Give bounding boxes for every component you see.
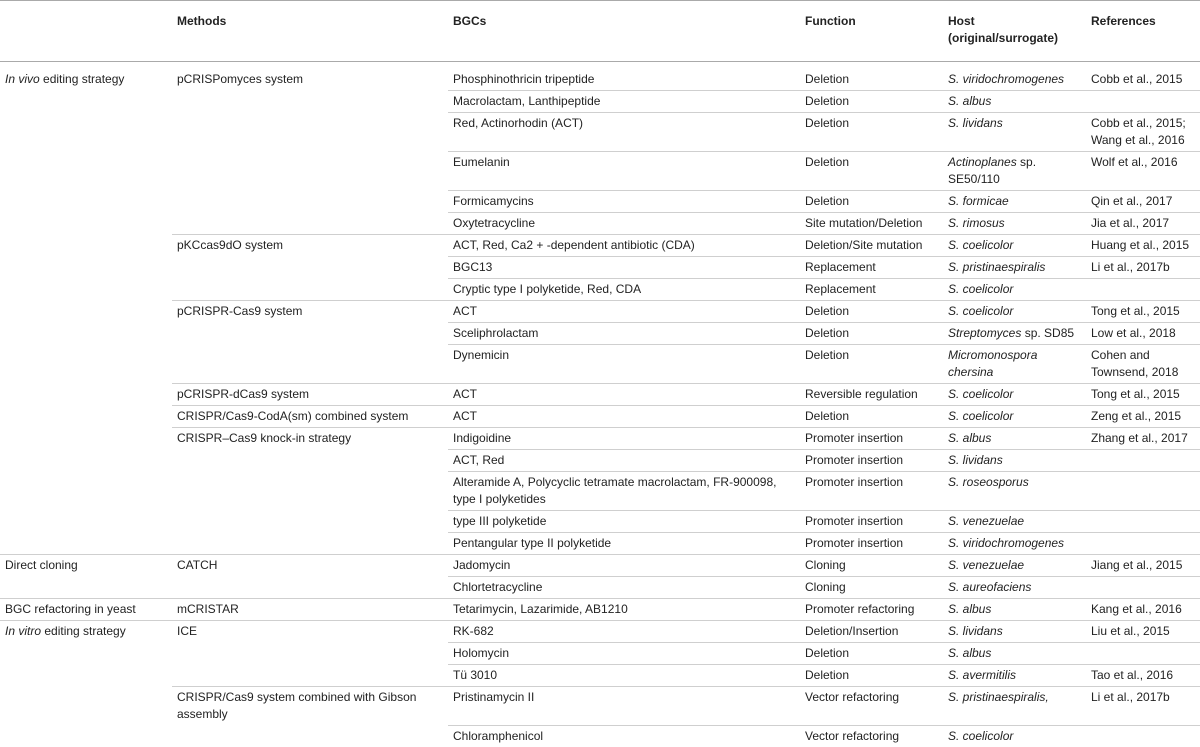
cell-reference: Li et al., 2017b <box>1086 257 1200 279</box>
cell-reference: Cobb et al., 2015; Wang et al., 2016 <box>1086 113 1200 152</box>
cell-function: Deletion <box>800 152 943 191</box>
table-row <box>0 257 1200 279</box>
cell-function: Site mutation/Deletion <box>800 213 943 235</box>
host-species: Streptomyces <box>948 326 1022 340</box>
host-species: S. coelicolor <box>948 304 1014 318</box>
cell-function: Reversible regulation <box>800 384 943 406</box>
header-row <box>0 1 1200 62</box>
cell-strategy <box>0 213 172 235</box>
cell-method <box>172 113 448 152</box>
cell-reference <box>1086 533 1200 555</box>
cell-strategy <box>0 91 172 113</box>
cell-method <box>172 577 448 599</box>
cell-function: Deletion <box>800 406 943 428</box>
cell-strategy <box>0 725 172 747</box>
cell-method: CATCH <box>177 558 218 572</box>
cell-bgc: Alteramide A, Polycyclic tetramate macrolactam, FR-900098, type I polyketides <box>448 472 800 511</box>
host-species: S. roseosporus <box>948 475 1029 489</box>
cell-strategy <box>0 450 172 472</box>
cell-bgc: ACT, Red <box>448 450 800 472</box>
cell-bgc: Chloramphenicol <box>453 728 544 743</box>
cell-bgc: Tetarimycin, Lazarimide, AB1210 <box>448 599 800 621</box>
cell-bgc: Oxytetracycline <box>448 213 800 235</box>
host-suffix: sp. SD85 <box>1021 326 1075 340</box>
cell-strategy <box>0 152 172 191</box>
cell-function: Deletion <box>800 345 943 384</box>
host-species: S. coelicolor <box>948 238 1014 252</box>
cell-function: Cloning <box>800 577 943 599</box>
cell-strategy: Direct cloning <box>5 558 78 572</box>
cell-reference <box>1086 450 1200 472</box>
table-row <box>0 62 1200 91</box>
cell-bgc: Tü 3010 <box>448 665 800 687</box>
cell-strategy <box>0 235 172 257</box>
cell-function: Replacement <box>800 257 943 279</box>
cell-host <box>943 687 1086 726</box>
cell-method <box>172 279 448 301</box>
table-row <box>0 450 1200 472</box>
cell-strategy <box>0 511 172 533</box>
cell-strategy <box>0 301 172 323</box>
header-bgcs: BGCs <box>453 14 487 28</box>
cell-method <box>172 213 448 235</box>
cell-bgc: type III polyketide <box>448 511 800 533</box>
cell-reference: Tong et al., 2015 <box>1086 301 1200 323</box>
cell-reference <box>1086 511 1200 533</box>
cell-bgc: Indigoidine <box>448 428 800 450</box>
cell-reference: Jiang et al., 2015 <box>1086 555 1200 577</box>
cell-host <box>943 235 1086 257</box>
header-methods: Methods <box>177 14 227 28</box>
cell-host <box>943 555 1086 577</box>
cell-reference: Jia et al., 2017 <box>1086 213 1200 235</box>
header-strategy <box>0 1 172 62</box>
cell-strategy <box>0 665 172 687</box>
cell-function: Deletion <box>800 62 943 91</box>
cell-function: Deletion <box>800 191 943 213</box>
strategy-em: In vitro <box>5 624 42 638</box>
cell-function: Promoter insertion <box>800 450 943 472</box>
host-species: S. viridochromogenes <box>948 72 1065 86</box>
cell-function: Promoter insertion <box>800 511 943 533</box>
cell-host <box>943 511 1086 533</box>
host-suffix: sp. SE50/110 <box>948 155 1037 186</box>
cell-method <box>172 323 448 345</box>
table-row <box>0 152 1200 191</box>
strategy-em: In vivo <box>5 72 40 86</box>
host-species: S. coelicolor <box>948 728 1014 743</box>
table-row <box>0 91 1200 113</box>
cell-bgc: Holomycin <box>448 643 800 665</box>
cell-host <box>943 428 1086 450</box>
cell-host <box>943 113 1086 152</box>
cell-method <box>172 665 448 687</box>
cell-function: Deletion <box>800 665 943 687</box>
cell-method <box>172 152 448 191</box>
cell-method <box>172 725 448 747</box>
host-species: S. pristinaespiralis, <box>948 690 1049 704</box>
table-body <box>0 62 1200 747</box>
cell-method <box>172 472 448 511</box>
cell-strategy <box>0 323 172 345</box>
host-species: S. rimosus <box>948 216 1005 230</box>
cell-host <box>943 191 1086 213</box>
table-row <box>0 472 1200 511</box>
cell-reference: Cohen and Townsend, 2018 <box>1086 345 1200 384</box>
table-row <box>0 323 1200 345</box>
cell-method: CRISPR/Cas9-CodA(sm) combined system <box>172 406 448 428</box>
host-species: S. lividans <box>948 624 1003 638</box>
host-species: Actinoplanes <box>948 155 1017 169</box>
cell-method: CRISPR/Cas9 system combined with Gibson assembly <box>177 690 417 721</box>
host-species: S. aureofaciens <box>948 580 1032 594</box>
cell-function: Deletion <box>800 301 943 323</box>
cell-reference <box>1086 91 1200 113</box>
table-row <box>0 555 1200 577</box>
cell-reference <box>1086 279 1200 301</box>
cell-function: Promoter refactoring <box>800 599 943 621</box>
host-species: S. coelicolor <box>948 282 1014 296</box>
table-row <box>0 428 1200 450</box>
cell-host <box>943 450 1086 472</box>
cell-strategy <box>0 643 172 665</box>
cell-reference: Tong et al., 2015 <box>1086 384 1200 406</box>
cell-method <box>172 450 448 472</box>
cell-function: Vector refactoring <box>805 728 900 743</box>
cell-bgc: Dynemicin <box>448 345 800 384</box>
cell-method <box>172 91 448 113</box>
cell-host <box>943 643 1086 665</box>
cell-method <box>172 345 448 384</box>
cell-reference: Huang et al., 2015 <box>1086 235 1200 257</box>
cell-host <box>943 152 1086 191</box>
cell-strategy <box>0 113 172 152</box>
cell-host <box>943 406 1086 428</box>
cell-host <box>943 213 1086 235</box>
cell-strategy <box>0 279 172 301</box>
cell-strategy <box>0 621 172 643</box>
table-row <box>0 279 1200 301</box>
cell-method: pCRISPomyces system <box>177 72 304 86</box>
cell-bgc: Chlortetracycline <box>448 577 800 599</box>
cell-reference: Wolf et al., 2016 <box>1086 152 1200 191</box>
cell-strategy: BGC refactoring in yeast <box>0 599 172 621</box>
cell-function: Promoter insertion <box>800 472 943 511</box>
strategy-rest: editing strategy <box>39 72 125 86</box>
cell-host <box>943 345 1086 384</box>
cell-bgc: RK-682 <box>448 621 800 643</box>
cell-reference: Li et al., 2017b <box>1086 687 1200 726</box>
cell-host <box>943 257 1086 279</box>
table-row <box>0 511 1200 533</box>
cell-method: CRISPR–Cas9 knock-in strategy <box>177 431 352 445</box>
cell-bgc: ACT <box>448 384 800 406</box>
host-species: S. venezuelae <box>948 514 1025 528</box>
cell-function: Deletion <box>800 91 943 113</box>
cell-function: Replacement <box>800 279 943 301</box>
cell-bgc: Macrolactam, Lanthipeptide <box>448 91 800 113</box>
host-species: Micromonospora chersina <box>948 348 1038 379</box>
cell-bgc: ACT <box>448 301 800 323</box>
cell-function: Deletion <box>800 643 943 665</box>
host-species: S. albus <box>948 646 992 660</box>
cell-method <box>172 643 448 665</box>
host-species: S. lividans <box>948 453 1003 467</box>
cell-function: Deletion/Insertion <box>800 621 943 643</box>
cell-strategy <box>0 472 172 511</box>
cell-bgc: BGC13 <box>448 257 800 279</box>
cell-strategy <box>0 62 172 91</box>
cell-host <box>943 599 1086 621</box>
cell-strategy <box>0 406 172 428</box>
cell-strategy <box>0 428 172 450</box>
cell-reference: Liu et al., 2015 <box>1086 621 1200 643</box>
cell-method <box>172 511 448 533</box>
header-host <box>943 1 1086 62</box>
cell-reference: Tao et al., 2016 <box>1086 665 1200 687</box>
host-species: S. albus <box>948 431 992 445</box>
cell-host <box>943 533 1086 555</box>
cell-host <box>943 577 1086 599</box>
cell-bgc: Formicamycins <box>448 191 800 213</box>
header-references: References <box>1091 14 1156 28</box>
table-row <box>0 577 1200 599</box>
header-host-line2: (original/surrogate) <box>948 31 1059 45</box>
host-species: S. formicae <box>948 194 1009 208</box>
cell-reference <box>1086 472 1200 511</box>
table-row <box>0 643 1200 665</box>
cell-reference: Qin et al., 2017 <box>1086 191 1200 213</box>
host-species: S. albus <box>948 602 992 616</box>
cell-bgc: Sceliphrolactam <box>448 323 800 345</box>
cell-host <box>943 62 1086 91</box>
table-row <box>0 301 1200 323</box>
cell-host <box>943 279 1086 301</box>
cell-function: Deletion <box>800 113 943 152</box>
table-row <box>0 345 1200 384</box>
cell-host <box>943 725 1086 747</box>
table-row <box>0 235 1200 257</box>
table-row <box>0 406 1200 428</box>
host-species: S. lividans <box>948 116 1003 130</box>
host-species: S. pristinaespiralis <box>948 260 1046 274</box>
table-row <box>0 725 1200 747</box>
cell-function: Promoter insertion <box>800 428 943 450</box>
cell-reference: Zhang et al., 2017 <box>1086 428 1200 450</box>
cell-bgc: ACT, Red, Ca2 + -dependent antibiotic (CDA) <box>448 235 800 257</box>
table-row <box>0 599 1200 621</box>
host-species: S. avermitilis <box>948 668 1017 682</box>
cell-strategy <box>0 384 172 406</box>
cell-strategy <box>0 191 172 213</box>
cell-method <box>172 257 448 279</box>
header-function: Function <box>805 14 856 28</box>
table-row <box>0 665 1200 687</box>
cell-reference: Kang et al., 2016 <box>1086 599 1200 621</box>
cell-reference: Cobb et al., 2015 <box>1086 62 1200 91</box>
cell-bgc: Cryptic type I polyketide, Red, CDA <box>448 279 800 301</box>
table-row <box>0 384 1200 406</box>
table-row <box>0 191 1200 213</box>
cell-bgc: Phosphinothricin tripeptide <box>448 62 800 91</box>
strategy-rest: editing strategy <box>41 624 126 638</box>
cell-method <box>172 191 448 213</box>
table-row <box>0 213 1200 235</box>
cell-host <box>943 301 1086 323</box>
cell-reference: Zeng et al., 2015 <box>1086 406 1200 428</box>
cell-host <box>943 472 1086 511</box>
cell-method: ICE <box>177 624 198 638</box>
cell-bgc: Jadomycin <box>448 555 800 577</box>
cell-method: mCRISTAR <box>172 599 448 621</box>
table-row <box>0 687 1200 726</box>
cell-strategy <box>0 577 172 599</box>
cell-function: Deletion/Site mutation <box>800 235 943 257</box>
cell-function: Deletion <box>800 323 943 345</box>
table-row <box>0 113 1200 152</box>
host-species: S. coelicolor <box>948 409 1014 423</box>
table-header <box>0 1 1200 62</box>
cell-reference: Low et al., 2018 <box>1086 323 1200 345</box>
header-host-line1: Host <box>948 14 975 28</box>
host-species: S. coelicolor <box>948 387 1014 401</box>
cell-host <box>943 384 1086 406</box>
host-species: S. albus <box>948 94 992 108</box>
cell-function: Cloning <box>800 555 943 577</box>
cell-strategy <box>0 533 172 555</box>
cell-bgc: Eumelanin <box>448 152 800 191</box>
table-row <box>0 621 1200 643</box>
cell-host <box>943 665 1086 687</box>
cell-strategy <box>0 687 172 726</box>
cell-method: pCRISPR-Cas9 system <box>177 304 303 318</box>
table-row <box>0 533 1200 555</box>
cell-function: Promoter insertion <box>800 533 943 555</box>
cell-strategy <box>0 257 172 279</box>
cell-reference <box>1086 577 1200 599</box>
cell-method <box>172 533 448 555</box>
cell-bgc: Pentangular type II polyketide <box>448 533 800 555</box>
cell-reference <box>1086 725 1200 747</box>
host-species: S. viridochromogenes <box>948 536 1065 550</box>
cell-host <box>943 91 1086 113</box>
cell-method: pKCcas9dO system <box>177 238 284 252</box>
cell-host <box>943 323 1086 345</box>
cell-bgc: ACT <box>448 406 800 428</box>
cell-bgc: Red, Actinorhodin (ACT) <box>448 113 800 152</box>
cell-strategy <box>0 345 172 384</box>
cell-function: Vector refactoring <box>800 687 943 726</box>
cell-method: pCRISPR-dCas9 system <box>172 384 448 406</box>
host-species: S. venezuelae <box>948 558 1025 572</box>
cell-host <box>943 621 1086 643</box>
cell-bgc: Pristinamycin II <box>448 687 800 726</box>
cell-reference <box>1086 643 1200 665</box>
